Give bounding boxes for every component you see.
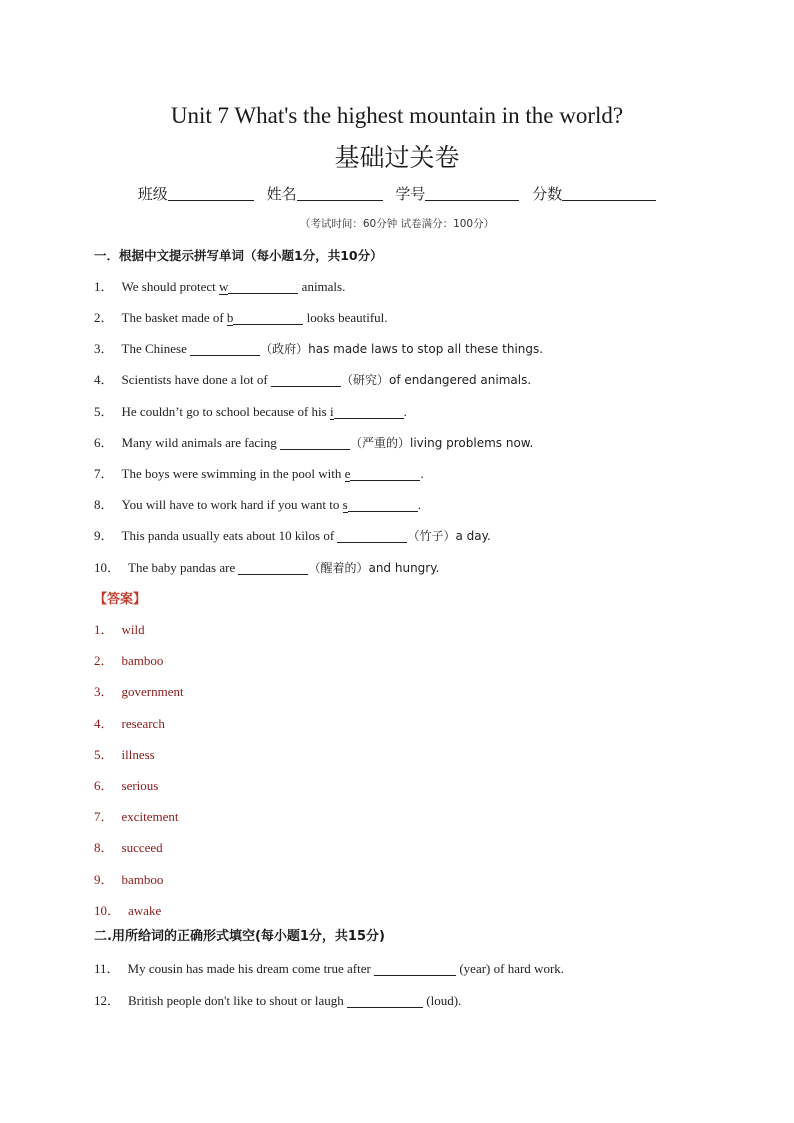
student-id-blank[interactable]	[425, 184, 519, 201]
question-number: 12．	[94, 993, 121, 1008]
question-11	[94, 960, 564, 978]
answer-blank[interactable]	[271, 372, 341, 387]
question-2	[94, 309, 388, 327]
question-text: The baby pandas are	[128, 560, 239, 575]
question-8	[94, 496, 421, 514]
page-title: Unit 7 What's the highest mountain in the world?	[170, 103, 624, 128]
answer-blank[interactable]	[228, 279, 298, 294]
answer-blank[interactable]	[280, 435, 350, 450]
answer-8	[94, 839, 163, 857]
question-text: .	[403, 404, 407, 419]
question-text: animals.	[298, 279, 346, 294]
question-text: Scientists have done a lot of	[121, 372, 271, 387]
answer-blank[interactable]	[374, 961, 456, 976]
answer-number: 7．	[94, 809, 114, 824]
hint-letter: i	[329, 404, 334, 419]
question-text: (loud).	[423, 993, 462, 1008]
question-number: 8．	[94, 497, 114, 512]
question-text: .	[417, 497, 421, 512]
field-label-class: 班级	[137, 185, 168, 203]
question-text: （严重的）living problems now.	[350, 436, 534, 450]
question-text: (year) of hard work.	[456, 961, 565, 976]
answer-blank[interactable]	[238, 560, 308, 575]
question-number: 3．	[94, 341, 114, 356]
answer-number: 10．	[94, 903, 121, 918]
question-5	[94, 403, 407, 421]
answer-number: 2．	[94, 653, 114, 668]
section2-heading: 二.用所给词的正确形式填空(每小题1分，共15分)	[94, 929, 385, 944]
question-text: My cousin has made his dream come true after	[127, 961, 375, 976]
answer-9	[94, 871, 163, 889]
hint-letter: e	[344, 466, 351, 481]
question-text: （研究）of endangered animals.	[340, 373, 532, 387]
question-9	[94, 527, 491, 545]
field-label-score: 分数	[532, 185, 563, 203]
exam-meta: （考试时间：60分钟 试卷满分：100分）	[299, 218, 495, 230]
answer-number: 6．	[94, 778, 114, 793]
question-number: 2．	[94, 310, 114, 325]
answer-text: government	[121, 684, 184, 699]
answer-text: awake	[128, 903, 162, 918]
score-blank[interactable]	[562, 184, 656, 201]
answer-number: 9．	[94, 872, 114, 887]
answer-text: succeed	[121, 840, 163, 855]
answer-5	[94, 746, 155, 764]
class-blank[interactable]	[168, 184, 254, 201]
question-text: .	[420, 466, 424, 481]
answer-blank[interactable]	[233, 310, 303, 325]
section1-heading: 一．根据中文提示拼写单词（每小题1分，共10分）	[94, 248, 383, 263]
answer-number: 1．	[94, 622, 114, 637]
answer-3	[94, 683, 184, 701]
question-4	[94, 371, 531, 389]
question-text: （醒着的）and hungry.	[308, 561, 440, 575]
question-text: The boys were swimming in the pool with	[121, 466, 345, 481]
answer-text: illness	[121, 747, 155, 762]
page-subtitle: 基础过关卷	[334, 143, 460, 172]
answer-blank[interactable]	[350, 466, 420, 481]
field-label-name: 姓名	[266, 185, 297, 203]
question-number: 1．	[94, 279, 114, 294]
question-text: The basket made of	[121, 310, 227, 325]
question-6	[94, 434, 533, 452]
answer-10	[94, 902, 161, 920]
question-text: You will have to work hard if you want to	[121, 497, 343, 512]
name-blank[interactable]	[297, 184, 383, 201]
answer-blank[interactable]	[337, 528, 407, 543]
question-text: This panda usually eats about 10 kilos of	[121, 528, 338, 543]
field-label-id: 学号	[395, 185, 426, 203]
question-text: British people don't like to shout or laugh	[128, 993, 348, 1008]
answer-number: 5．	[94, 747, 114, 762]
answer-text: research	[121, 716, 165, 731]
question-number: 10．	[94, 560, 121, 575]
student-info-row	[0, 182, 794, 206]
answer-number: 4．	[94, 716, 114, 731]
question-3	[94, 340, 543, 358]
question-text: Many wild animals are facing	[121, 435, 280, 450]
question-number: 9．	[94, 528, 114, 543]
answer-2	[94, 652, 163, 670]
answer-text: excitement	[121, 809, 179, 824]
hint-letter: b	[226, 310, 234, 325]
question-text: The Chinese	[121, 341, 191, 356]
question-7	[94, 465, 424, 483]
question-number: 11．	[94, 961, 120, 976]
answer-text: wild	[121, 622, 145, 637]
answer-blank[interactable]	[334, 404, 404, 419]
answer-text: bamboo	[121, 653, 164, 668]
answer-number: 3．	[94, 684, 114, 699]
hint-letter: s	[342, 497, 348, 512]
question-text: He couldn’t go to school because of his	[121, 404, 330, 419]
answer-7	[94, 808, 179, 826]
question-12	[94, 992, 461, 1010]
answer-blank[interactable]	[190, 341, 260, 356]
question-text: （政府）has made laws to stop all these things.	[260, 342, 544, 356]
answer-6	[94, 777, 158, 795]
question-1	[94, 278, 345, 296]
answer-blank[interactable]	[348, 497, 418, 512]
question-number: 4．	[94, 372, 114, 387]
question-text: （竹子）a day.	[407, 529, 491, 543]
question-number: 5．	[94, 404, 114, 419]
answer-number: 8．	[94, 840, 114, 855]
question-10	[94, 559, 439, 577]
answers-heading: 【答案】	[94, 592, 147, 607]
question-text: looks beautiful.	[303, 310, 388, 325]
hint-letter: w	[219, 279, 229, 294]
answer-text: bamboo	[121, 872, 164, 887]
answer-1	[94, 621, 145, 639]
question-number: 7．	[94, 466, 114, 481]
question-number: 6．	[94, 435, 114, 450]
question-text: We should protect	[121, 279, 220, 294]
answer-text: serious	[121, 778, 159, 793]
answer-4	[94, 715, 165, 733]
answer-blank[interactable]	[347, 993, 423, 1008]
